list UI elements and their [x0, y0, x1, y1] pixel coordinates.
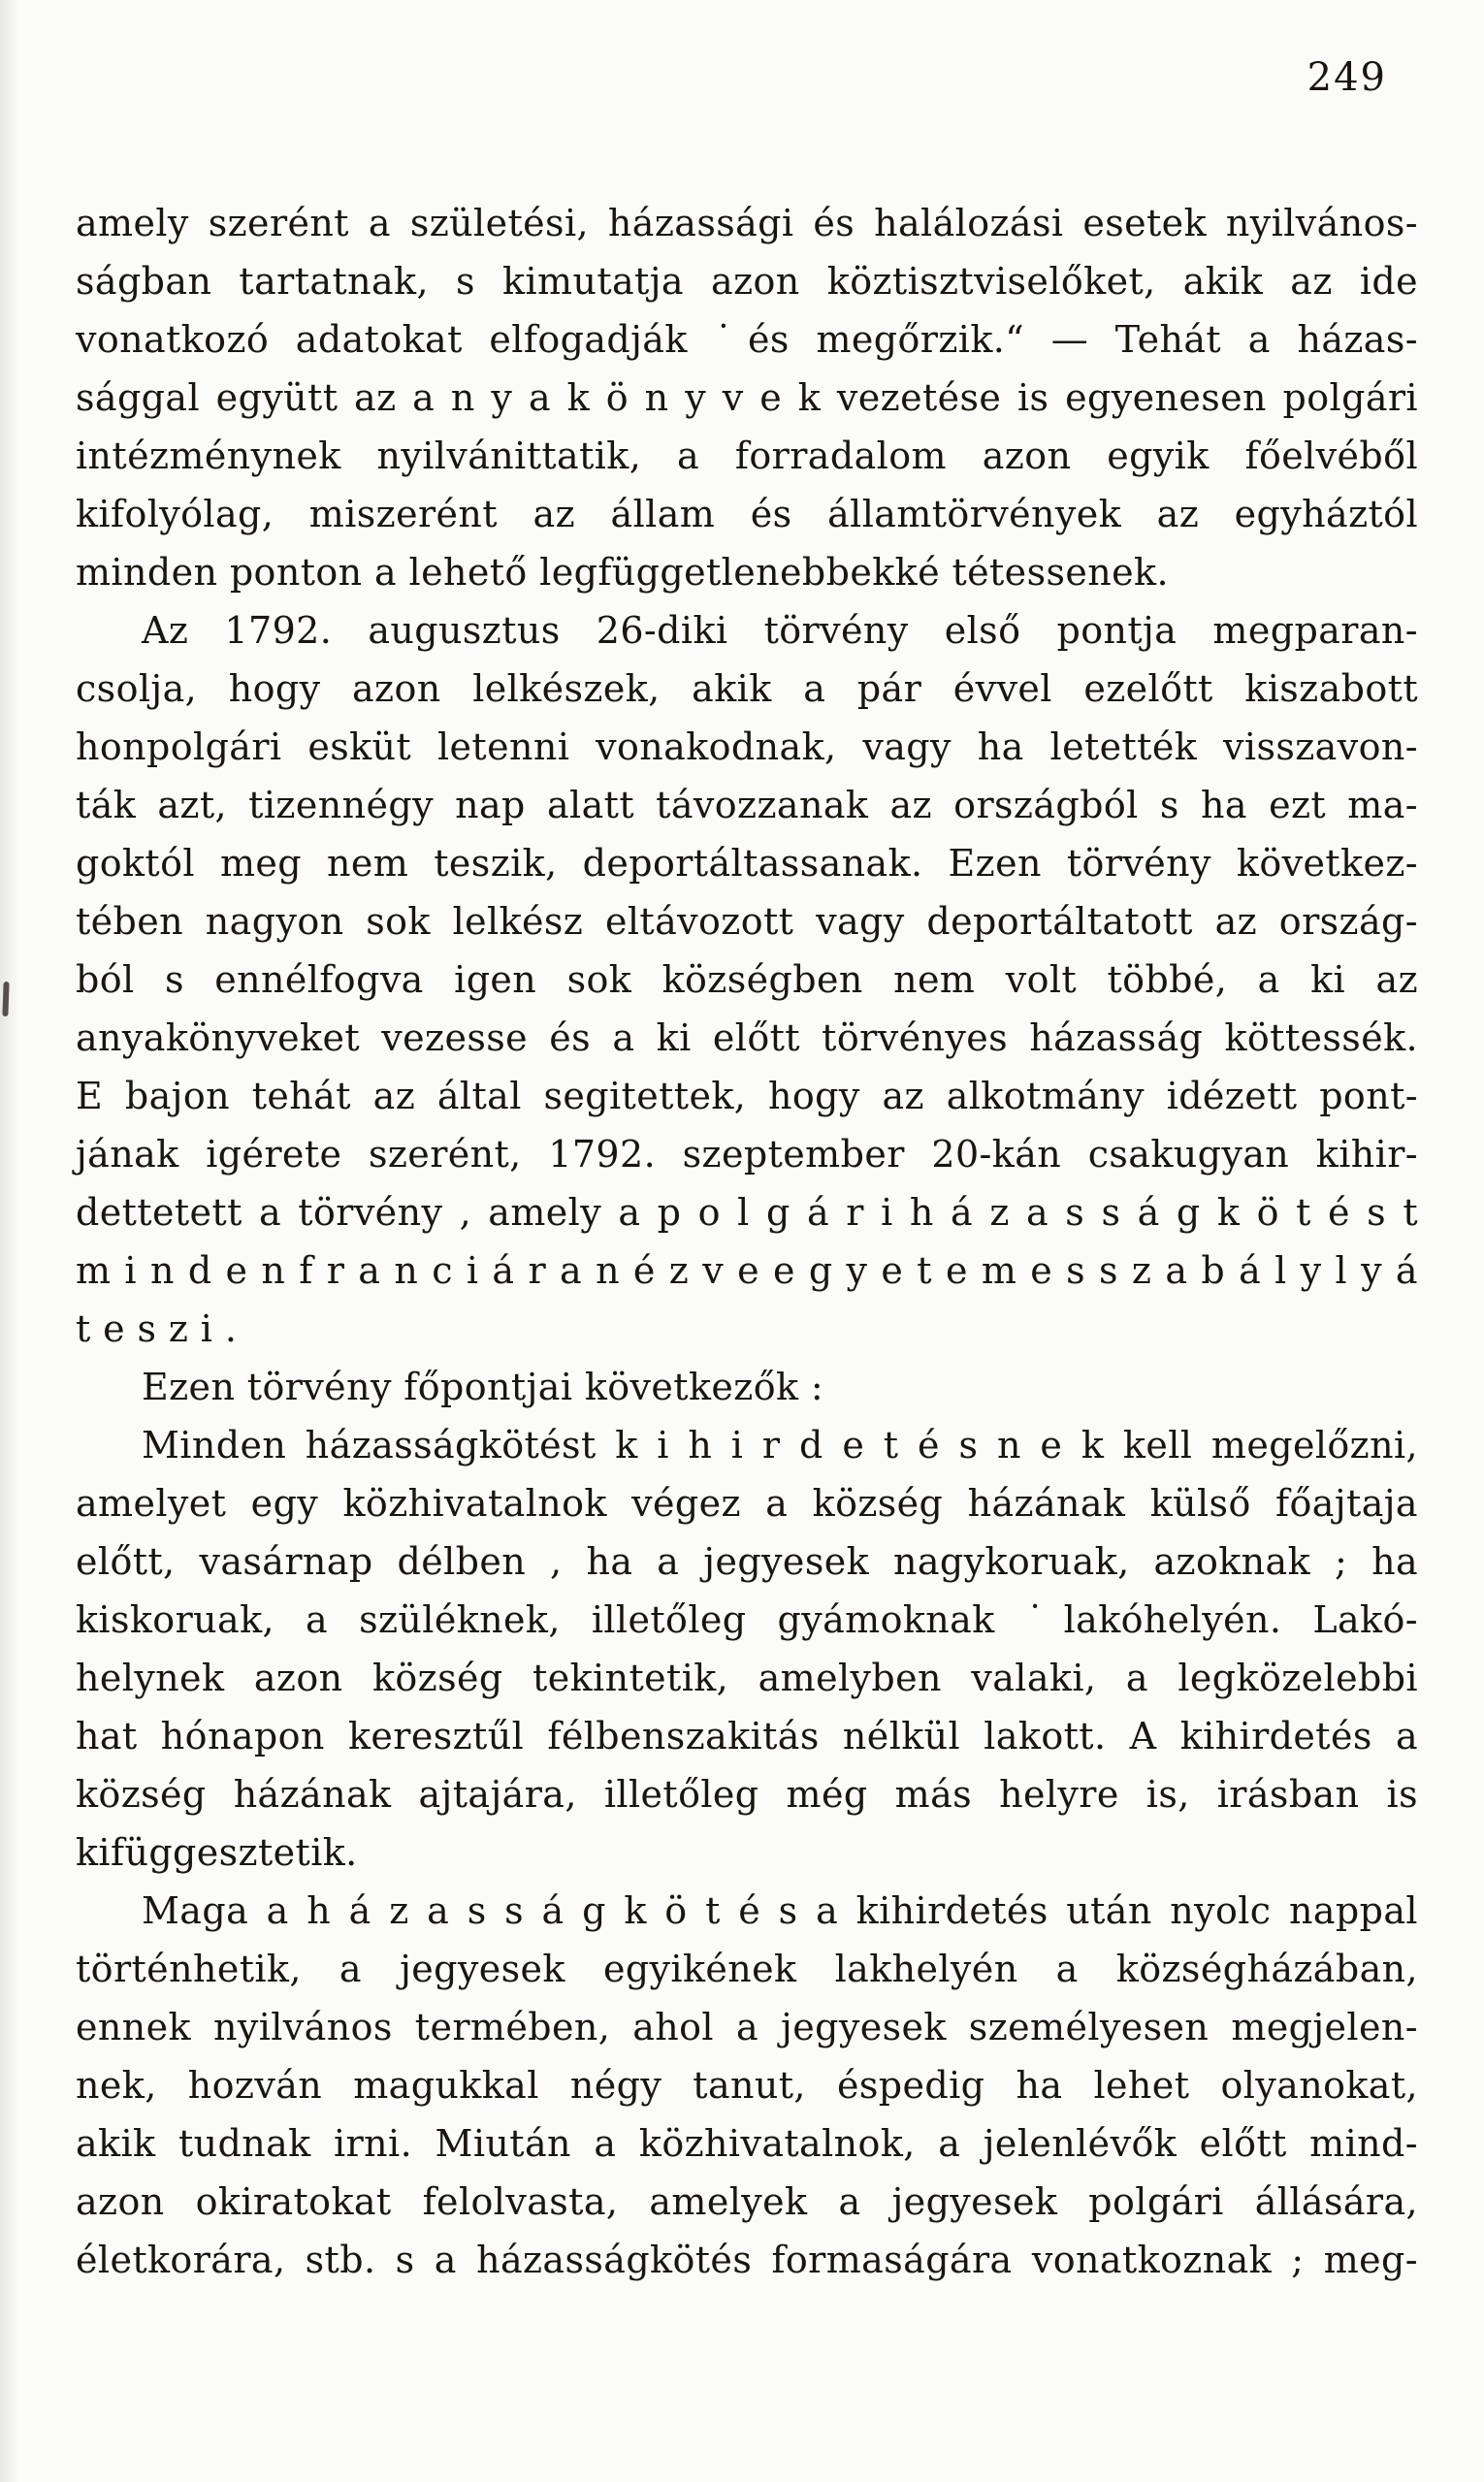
scan-edge-shadow: [0, 0, 19, 2482]
paragraph: [76, 601, 1418, 1358]
text-line: jának igérete szerént, 1792. szeptember 20-kán csakugyan kihir-: [76, 1133, 1418, 1176]
text-line: minden ponton a lehető legfüggetlenebbekké tétessenek.: [76, 551, 1169, 594]
text-line: tében nagyon sok lelkész eltávozott vagy deportáltatott az ország-: [76, 900, 1418, 943]
text-line: honpolgári esküt letenni vonakodnak, vagy ha letették visszavon-: [76, 725, 1418, 768]
text-line: ennek nyilvános termében, ahol a jegyesek személyesen megjelen-: [76, 2006, 1418, 2048]
text-line: ták azt, tizennégy nap alatt távozzanak az országból s ha ezt ma-: [76, 784, 1418, 826]
body-text: [76, 194, 1418, 2289]
text-line: azon okiratokat felolvasta, amelyek a jegyesek polgári állására,: [76, 2180, 1418, 2223]
text-line: kifolyólag, miszerént az állam és államtörvények az egyháztól: [76, 493, 1418, 535]
text-line: kiskoruak, a szüléknek, illetőleg gyámoknak ˙lakóhelyén. Lakó-: [76, 1598, 1418, 1641]
text-line: helynek azon község tekintetik, amelyben valaki, a legközelebbi: [76, 1657, 1418, 1699]
text-line: Ezen törvény főpontjai következők :: [142, 1366, 824, 1408]
text-line: Minden házasságkötést k i h i r d e t é s n e k kell megelőzni,: [142, 1424, 1418, 1467]
text-line: előtt, vasárnap délben , ha a jegyesek nagykoruak, azoknak ; ha: [76, 1540, 1418, 1583]
text-line: t e s z i .: [76, 1307, 238, 1350]
text-line: ból s ennélfogva igen sok községben nem volt többé, a ki az: [76, 958, 1418, 1001]
text-line: E bajon tehát az által segitettek, hogy az alkotmány idézett pont-: [76, 1075, 1418, 1117]
text-line: anyakönyveket vezesse és a ki előtt törvényes házasság köttessék.: [76, 1016, 1418, 1059]
text-line: Az 1792. augusztus 26-diki törvény első pontja megparan-: [142, 609, 1418, 652]
text-line: község házának ajtajára, illetőleg még más helyre is, irásban is: [76, 1773, 1418, 1816]
paragraph: [76, 1882, 1418, 2289]
text-line: dettetett a törvény , amely a p o l g á r i h á z a s s á g k ö t é s t: [76, 1191, 1418, 1234]
text-line: hat hónapon keresztűl félbenszakitás nélkül lakott. A kihirdetés a: [76, 1715, 1418, 1757]
text-line: csolja, hogy azon lelkészek, akik a pár évvel ezelőtt kiszabott: [76, 667, 1418, 710]
text-line: m i n d e n f r a n c i á r a n é z v e e g y e t e m e s s z a b á l y l y á: [76, 1249, 1418, 1292]
text-line: vonatkozó adatokat elfogadják ˙és megőrzik.“ — Tehát a házas-: [76, 318, 1418, 361]
paragraph: [76, 1358, 1418, 1416]
text-line: intézménynek nyilvánittatik, a forradalom azon egyik főelvéből: [76, 435, 1418, 477]
text-line: életkorára, stb. s a házasságkötés formaságára vonatkoznak ; meg-: [76, 2239, 1418, 2281]
text-line: történhetik, a jegyesek egyikének lakhelyén a községházában,: [76, 1948, 1418, 1990]
text-line: akik tudnak irni. Miután a közhivatalnok, a jelenlévők előtt mind-: [76, 2122, 1418, 2165]
paragraph: [76, 194, 1418, 601]
text-line: sággal együtt az a n y a k ö n y v e k vezetése is egyenesen polgári: [76, 376, 1418, 419]
text-line: amelyet egy közhivatalnok végez a község házának külső főajtaja: [76, 1482, 1418, 1525]
text-line: Maga a h á z a s s á g k ö t é s a kihirdetés után nyolc nappal: [142, 1889, 1418, 1932]
page-number: 249: [1307, 55, 1387, 100]
paragraph: [76, 1416, 1418, 1882]
text-line: goktól meg nem teszik, deportáltassanak. Ezen törvény következ-: [76, 842, 1418, 885]
scan-artifact: [2, 982, 9, 1016]
text-line: ságban tartatnak, s kimutatja azon köztisztviselőket, akik az ide: [76, 260, 1418, 303]
text-line: kifüggesztetik.: [76, 1831, 358, 1874]
text-line: amely szerént a születési, házassági és halálozási esetek nyilvános-: [76, 202, 1418, 244]
text-line: nek, hozván magukkal négy tanut, éspedig ha lehet olyanokat,: [76, 2064, 1418, 2107]
